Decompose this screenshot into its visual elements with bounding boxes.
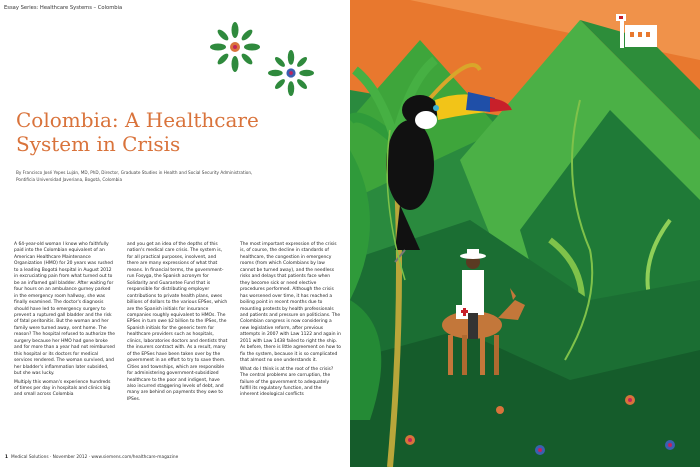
paragraph: Multiply this woman's experience hundreds of times per day in hospitals and clinics big and small across Colombia (14, 379, 111, 398)
article-title (16, 108, 346, 156)
jungle-illustration (350, 0, 700, 467)
title-line-1: Colombia: A Healthcare (16, 108, 259, 132)
article-body (14, 242, 344, 442)
series-label: Essay Series: Healthcare Systems – Colombia (4, 5, 123, 11)
body-column-3 (240, 242, 341, 401)
paragraph: What do I think is at the root of the crisis? The central problems are corruption, the failure of the government to adequately fulfill its regulatory function, and the inherent ideological conflicts (240, 366, 334, 398)
flower-icon (210, 22, 260, 72)
paragraph: A 64-year-old woman I know who faithfully paid into the Colombian equivalent of an American Healthcare Maintenance Organization (HMO) for 20 years was rushed to a leading Bogotá hospital in August 2012 in excruciating pain from what turned out to be an inflamed gall bladder. After waiting for four hours on an ambulance gurney parked in the emergency room hallway, she was finally examined. The doctor's diagnosis should have led to emergency surgery to prevent a ruptured gall bladder and the risk of fatal peritonitis. But the woman and her family were turned away, sent home. The reason? The hospital refused to authorize the surgery because her HMO had gone broke and for more than a year had not reimbursed this hospital or its doctors for medical services rendered. The woman survived, and her bladder's inflammation later subsided, but she was lucky. (14, 242, 116, 377)
byline-line-1: By Francisco José Yepes Luján, MD, PhD, Director, Graduate Studies in Health and Social Security Administration, (16, 170, 253, 175)
body-column-1 (14, 242, 115, 401)
byline-line-2: Pontificia Universidad Javeriana, Bogotá, Colombia (16, 177, 123, 182)
page-number: 1 (5, 455, 8, 460)
paragraph: and you get an idea of the depths of this nation's medical care crisis. The system is, for all practical purposes, insolvent, and there are many expressions of what that means. In financial terms, the government-run Fosyga, the Spanish acronym for Solidarity and Guarantee Fund that is responsible for distributing employer contributions to private health plans, owes billions of dollars to the various EPSes, which are the Spanish initials for insurance companies roughly equivalent to HMOs. The EPSes in turn owe $2 billion to the IPSes, the Spanish initials for the generic term for healthcare providers such as hospitals, clinics, laboratories doctors and dentists that the insurers contract with. As a result, many of the EPSes have been taken over by the government in an effort to try to save them. Cities and townships, which are responsible for administering government-subsidized healthcare to the poor and indigent, have also incurred staggering levels of debt, and many are behind on payments they owe to IPSes. (127, 242, 228, 402)
body-column-2 (127, 242, 228, 405)
footer-text: Medical Solutions · November 2012 · www.siemens.com/healthcare-magazine (11, 455, 179, 460)
illustration-page (350, 0, 700, 467)
page-footer (5, 455, 178, 460)
byline (16, 169, 336, 183)
title-line-2: System in Crisis (16, 132, 181, 156)
flower-icon (268, 50, 314, 96)
paragraph: The most important expression of the crisis is, of course, the decline in standards of healthcare, the congestion in emergency rooms (from which Colombians by law cannot be turned away), and the needless risks and delays that patients face when they become sick or need elective procedures performed. Although the crisis has worsened over time, it has reached a boiling point in recent months due to mounting protests by health professionals and patients and pressure on politicians. The Colombian congress is now considering a new legislative reform, after previous attempts in 2007 with Law 1122 and again in 2011 with Law 1438 failed to right the ship. As before, there is little agreement on how to fix the system, because it is so complicated that almost no one understands it. (240, 242, 341, 364)
